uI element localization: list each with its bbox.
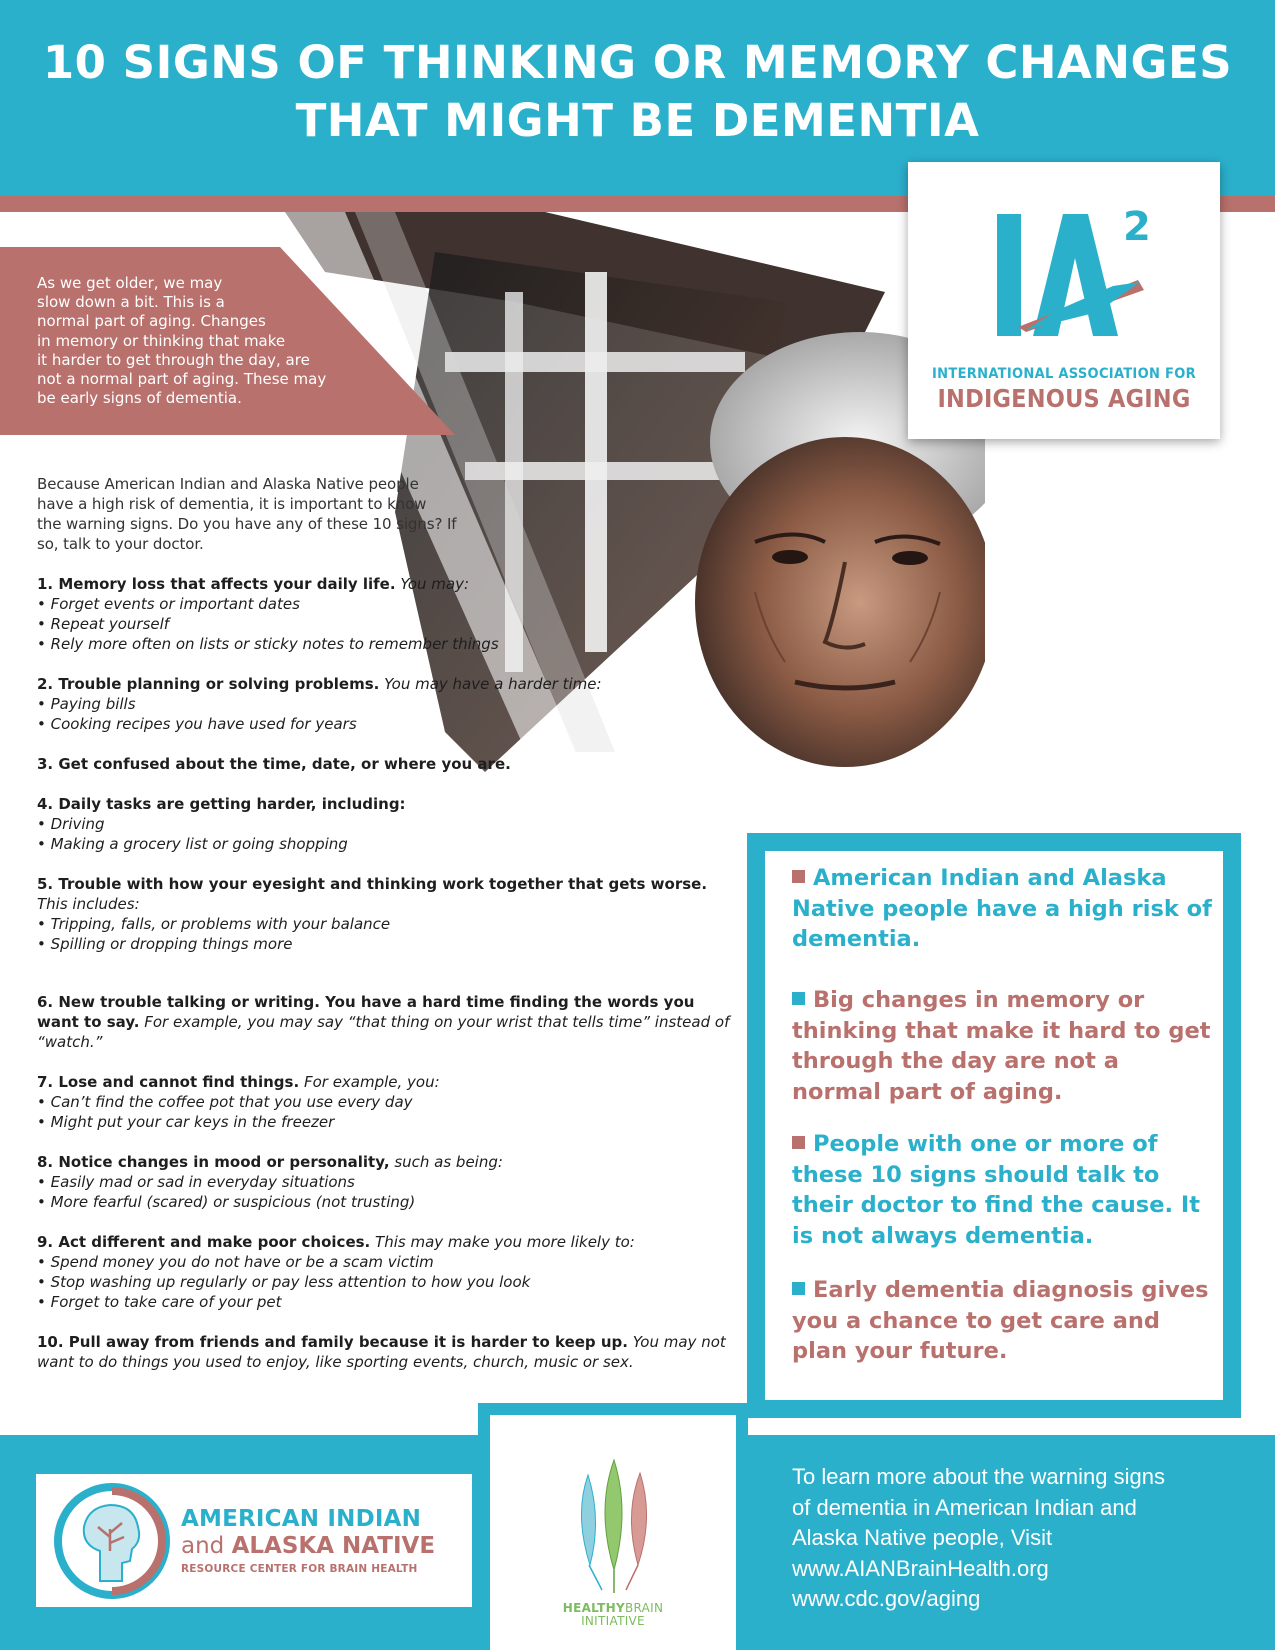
- key-point: [792, 1129, 1212, 1251]
- aian-website-link[interactable]: www.AIANBrainHealth.org: [792, 1555, 1049, 1581]
- warning-sign-9: [37, 1232, 737, 1312]
- sign-bullet: • Cooking recipes you have used for years: [37, 715, 357, 733]
- learn-line: of dementia in American Indian and: [792, 1494, 1137, 1520]
- signs-column: [37, 474, 737, 1392]
- lead-paragraph: [37, 474, 737, 554]
- sign-note: This includes:: [37, 895, 140, 913]
- sign-heading: [37, 1232, 737, 1252]
- warning-sign-3: [37, 754, 737, 774]
- intro-line: As we get older, we may: [37, 274, 223, 292]
- sign-bullet: • Easily mad or sad in everyday situations: [37, 1173, 355, 1191]
- signs-list: [37, 574, 737, 1372]
- sign-bullet: • More fearful (scared) or suspicious (not trusting): [37, 1193, 416, 1211]
- square-bullet-icon: [792, 992, 805, 1005]
- hbi-name: [490, 1602, 736, 1628]
- key-point: [792, 1275, 1212, 1367]
- hbi-logo-inner: [490, 1415, 736, 1650]
- aian-line-3: RESOURCE CENTER FOR BRAIN HEALTH: [181, 1563, 418, 1575]
- warning-sign-10: [37, 1332, 737, 1372]
- title-line-1: 10 SIGNS OF THINKING OR MEMORY CHANGES: [42, 36, 1233, 89]
- lead-line: have a high risk of dementia, it is important to know: [37, 495, 427, 513]
- sign-title: 7. Lose and cannot find things.: [37, 1073, 300, 1091]
- lead-line: so, talk to your doctor.: [37, 535, 204, 553]
- square-bullet-icon: [792, 870, 805, 883]
- aian-line-2-bold: ALASKA NATIVE: [231, 1533, 436, 1559]
- logo-org-line-2: INDIGENOUS AGING: [937, 384, 1191, 413]
- sign-title: 3. Get confused about the time, date, or where you are.: [37, 755, 511, 773]
- key-point-text: Big changes in memory or thinking that make it hard to get through the day are not a normal part of aging.: [792, 987, 1211, 1105]
- intro-line: it harder to get through the day, are: [37, 350, 310, 369]
- intro-line: slow down a bit. This is a: [37, 293, 225, 312]
- logo-org-line-1: INTERNATIONAL ASSOCIATION FOR: [932, 366, 1196, 382]
- lead-line: the warning signs. Do you have any of these 10 signs? If: [37, 515, 457, 533]
- sign-title: 6. New trouble talking or writing. You have a hard time finding the words you want to say.: [37, 993, 695, 1031]
- key-points-box: [747, 833, 1241, 1418]
- key-point: [792, 985, 1212, 1107]
- page-title: [0, 34, 1275, 150]
- sign-bullet: • Making a grocery list or going shopping: [37, 835, 348, 853]
- intro-line: in memory or thinking that make: [37, 331, 286, 350]
- key-points-inner: [765, 851, 1223, 1400]
- key-point-text: American Indian and Alaska Native people have a high risk of dementia.: [792, 865, 1212, 952]
- sign-note: For example, you may say “that thing on your wrist that tells time” instead of “watch.”: [37, 1013, 730, 1051]
- sign-heading: [37, 874, 737, 914]
- sign-note: You may have a harder time:: [384, 675, 602, 693]
- warning-sign-2: [37, 674, 737, 734]
- sign-title: 10. Pull away from friends and family because it is harder to keep up.: [37, 1333, 628, 1351]
- learn-line: To learn more about the warning signs: [792, 1464, 1165, 1489]
- sign-title: 8. Notice changes in mood or personality,: [37, 1153, 390, 1171]
- warning-sign-7: [37, 1072, 737, 1132]
- sign-note: such as being:: [394, 1153, 503, 1171]
- three-feathers-icon: [490, 1415, 736, 1595]
- sign-heading: [37, 1332, 737, 1372]
- sign-title: 4. Daily tasks are getting harder, including:: [37, 795, 406, 813]
- learn-line: Alaska Native people, Visit: [792, 1525, 1053, 1550]
- intro-text: [37, 274, 367, 408]
- key-point-text: People with one or more of these 10 signs should talk to their doctor to find the cause. It is not always dementia.: [792, 1131, 1200, 1249]
- sign-bullet: • Paying bills: [37, 695, 136, 713]
- sign-heading: [37, 992, 737, 1052]
- sign-bullet: • Tripping, falls, or problems with your balance: [37, 915, 391, 933]
- cdc-website-link[interactable]: www.cdc.gov/aging: [792, 1586, 981, 1611]
- hbi-name-bold: HEALTHY: [562, 1601, 625, 1615]
- intro-line: not a normal part of aging. These may: [37, 370, 327, 389]
- aian-logo-card: [36, 1474, 472, 1607]
- sign-note: For example, you:: [303, 1073, 440, 1091]
- intro-line: normal part of aging. Changes: [37, 312, 266, 331]
- sign-heading: [37, 1072, 737, 1092]
- sign-note: This may make you more likely to:: [375, 1233, 635, 1251]
- sign-bullet: • Forget events or important dates: [37, 595, 300, 613]
- warning-sign-1: [37, 574, 737, 654]
- sign-bullet: • Driving: [37, 815, 105, 833]
- sign-bullet: • Spilling or dropping things more: [37, 935, 293, 953]
- key-point: [792, 863, 1212, 955]
- ia2-logo-card: [908, 162, 1220, 439]
- ia2-superscript: 2: [1123, 204, 1151, 250]
- sign-bullet: • Stop washing up regularly or pay less attention to how you look: [37, 1273, 531, 1291]
- sign-bullet: • Might put your car keys in the freezer: [37, 1113, 335, 1131]
- warning-sign-6: [37, 992, 737, 1052]
- sign-note: You may:: [400, 575, 470, 593]
- sign-bullet: • Rely more often on lists or sticky notes to remember things: [37, 635, 499, 653]
- key-point-text: Early dementia diagnosis gives you a chance to get care and plan your future.: [792, 1277, 1209, 1364]
- intro-line: be early signs of dementia.: [37, 389, 242, 408]
- square-bullet-icon: [792, 1282, 805, 1295]
- sign-bullet: • Spend money you do not have or be a scam victim: [37, 1253, 434, 1271]
- sign-heading: [37, 754, 737, 774]
- intro-banner: [0, 247, 455, 435]
- sign-title: 1. Memory loss that affects your daily life.: [37, 575, 396, 593]
- sign-note: You may not want to do things you used to enjoy, like sporting events, church, music or sex.: [37, 1333, 726, 1371]
- sign-title: 9. Act different and make poor choices.: [37, 1233, 371, 1251]
- sign-title: 5. Trouble with how your eyesight and thinking work together that gets worse.: [37, 875, 708, 893]
- aian-line-1: AMERICAN INDIAN: [181, 1506, 422, 1532]
- sign-heading: [37, 1152, 737, 1172]
- sign-heading: [37, 674, 737, 694]
- hbi-name-line-2: INITIATIVE: [581, 1614, 645, 1628]
- warning-sign-4: [37, 794, 737, 854]
- hbi-logo-card: [478, 1403, 748, 1650]
- warning-sign-8: [37, 1152, 737, 1212]
- hbi-name-rest: BRAIN: [624, 1601, 664, 1615]
- aian-line-2-and: and: [181, 1533, 225, 1559]
- aian-line-2: [181, 1533, 435, 1559]
- ia2-logo-mark: [908, 162, 1220, 362]
- sign-title: 2. Trouble planning or solving problems.: [37, 675, 380, 693]
- title-line-2: THAT MIGHT BE DEMENTIA: [295, 94, 980, 147]
- sign-bullet: • Forget to take care of your pet: [37, 1293, 282, 1311]
- lead-line: Because American Indian and Alaska Native people: [37, 475, 419, 493]
- sign-bullet: • Can’t find the coffee pot that you use every day: [37, 1093, 413, 1111]
- sign-bullet: • Repeat yourself: [37, 615, 170, 633]
- sign-heading: [37, 574, 737, 594]
- square-bullet-icon: [792, 1136, 805, 1149]
- warning-sign-5: [37, 874, 737, 954]
- sign-heading: [37, 794, 737, 814]
- brain-tree-icon: [52, 1481, 172, 1601]
- learn-more-text: [792, 1462, 1232, 1615]
